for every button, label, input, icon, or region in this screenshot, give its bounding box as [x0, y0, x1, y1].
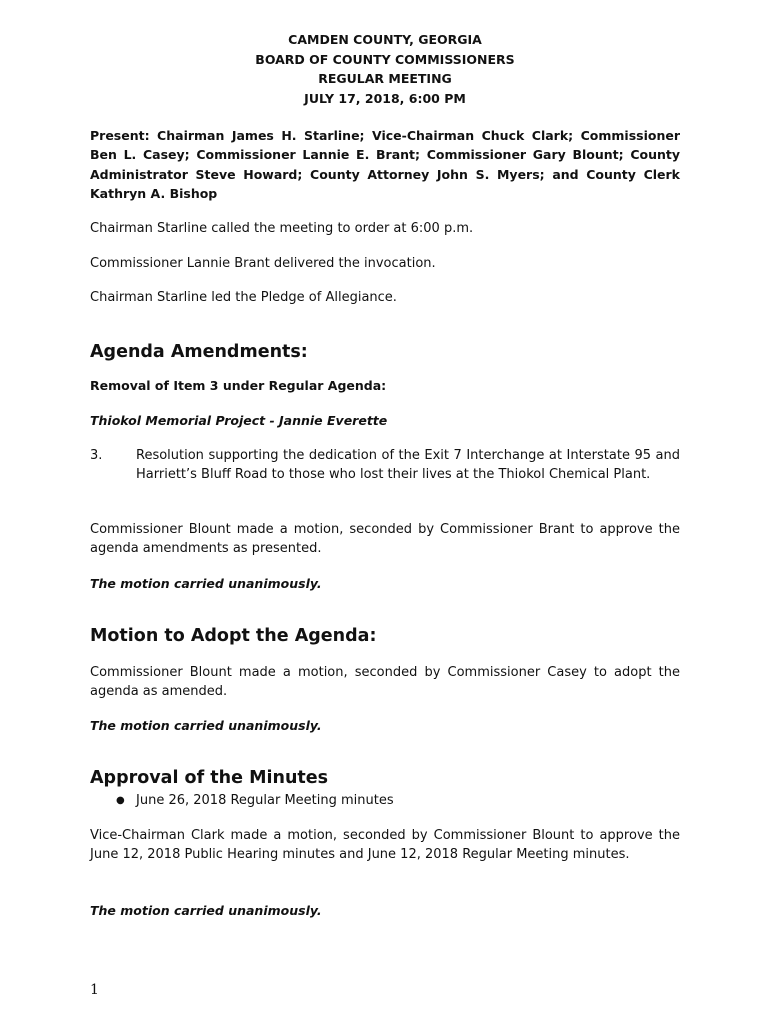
header-date: JULY 17, 2018, 6:00 PM [304, 90, 466, 106]
page-number: 1 [90, 982, 99, 998]
adopt-agenda-motion-text: Commissioner Blount made a motion, seconded by Commissioner Casey to adopt the agenda as amended. [90, 665, 680, 699]
removal-subheading: Removal of Item 3 under Regular Agenda: [90, 378, 387, 393]
minutes-heading: Approval of the Minutes [90, 768, 329, 788]
item-number: 3. [90, 448, 103, 463]
minutes-motion-result: The motion carried unanimously. [90, 903, 322, 918]
header-county: CAMDEN COUNTY, GEORGIA [288, 32, 482, 47]
adopt-agenda-heading: Motion to Adopt the Agenda: [90, 626, 377, 646]
agenda-amendments-heading: Agenda Amendments: [90, 342, 308, 362]
header-meeting-type: REGULAR MEETING [318, 71, 452, 86]
project-title: Thiokol Memorial Project - Jannie Everette [90, 413, 388, 428]
invocation-text: Commissioner Lannie Brant delivered the invocation. [90, 256, 436, 271]
call-to-order-text: Chairman Starline called the meeting to order at 6:00 p.m. [90, 221, 474, 236]
item-description: Resolution supporting the dedication of the Exit 7 Interchange at Interstate 95 and Harriett’s Bluff Road to those who lost their lives at the Thiokol Chemical Plant. [136, 448, 680, 482]
header-board: BOARD OF COUNTY COMMISSIONERS [255, 51, 515, 67]
attendance-paragraph: Present: Chairman James H. Starline; Vice-Chairman Chuck Clark; Commissioner Ben L. Casey; Commissioner Lannie E. Brant; Commissioner Gary Blount; County Administrator Steve Howard; County Attorney John S. Myers; and County Clerk Kathryn A. Bishop [90, 128, 680, 202]
amendments-motion-result: The motion carried unanimously. [90, 576, 322, 591]
minutes-motion-text: Vice-Chairman Clark made a motion, seconded by Commissioner Blount to approve the June 12, 2018 Public Hearing minutes and June 12, 2018 Regular Meeting minutes. [90, 828, 680, 862]
pledge-text: Chairman Starline led the Pledge of Allegiance. [90, 290, 397, 305]
document-header [0, 30, 770, 108]
amendments-motion-text: Commissioner Blount made a motion, seconded by Commissioner Brant to approve the agenda amendments as presented. [90, 522, 680, 556]
adopt-agenda-motion-result: The motion carried unanimously. [90, 718, 322, 733]
bullet-icon: ● [116, 795, 125, 806]
minutes-list-item: June 26, 2018 Regular Meeting minutes [136, 793, 394, 808]
